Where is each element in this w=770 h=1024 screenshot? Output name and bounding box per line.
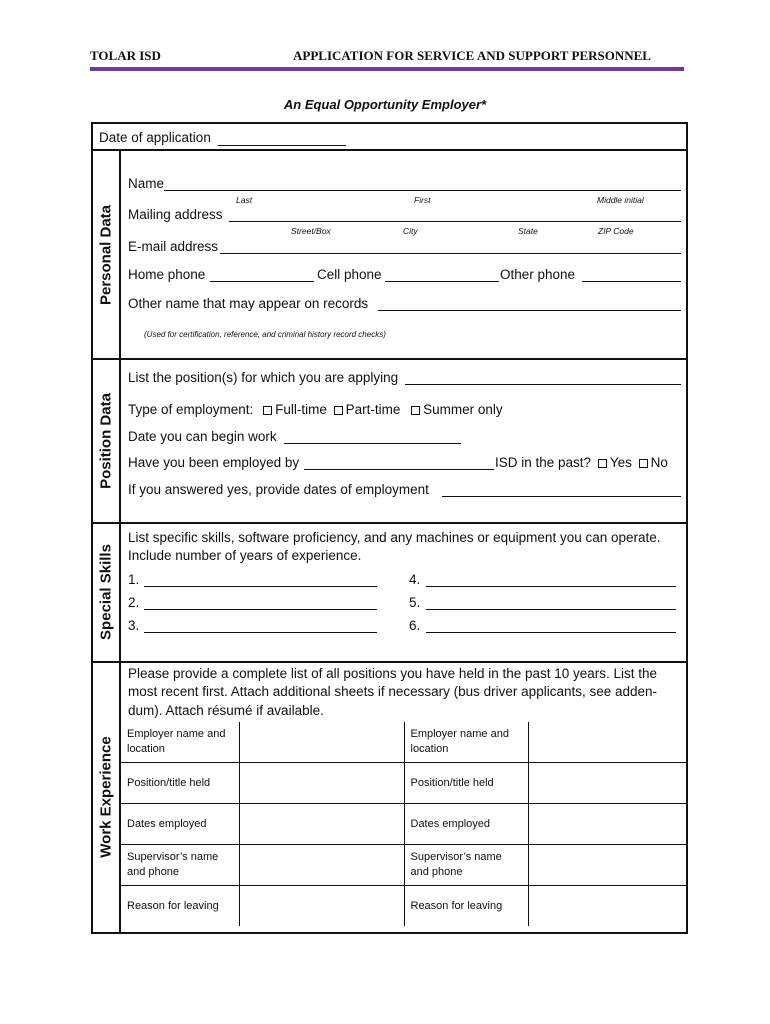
position-title-field-2[interactable]	[528, 763, 686, 804]
dates-employed-label: Dates employed	[121, 804, 239, 845]
part-time-checkbox[interactable]	[334, 406, 343, 415]
skill-number: 2.	[128, 595, 140, 610]
reason-leaving-field-1[interactable]	[239, 886, 404, 927]
reason-leaving-label: Reason for leaving	[404, 886, 528, 927]
employment-type-label: Type of employment:	[128, 402, 254, 417]
isd-past-row	[495, 455, 668, 470]
cell-phone-label: Cell phone	[317, 267, 382, 282]
skill-number: 5.	[409, 595, 421, 610]
dates-employed-field-2[interactable]	[528, 804, 686, 845]
dates-employment-label: If you answered yes, provide dates of employment	[128, 482, 429, 497]
equal-opportunity-subtitle: An Equal Opportunity Employer*	[283, 97, 487, 112]
yes-label: Yes	[609, 455, 632, 470]
records-note: (Used for certification, reference, and criminal history record checks)	[144, 330, 386, 339]
divider	[91, 522, 688, 524]
summer-only-checkbox[interactable]	[411, 406, 420, 415]
mailing-address-field[interactable]	[229, 221, 681, 222]
other-phone-field[interactable]	[582, 281, 681, 282]
work-instructions-1: Please provide a complete list of all positions you have held in the past 10 years. List the	[128, 666, 658, 681]
zip-hint: ZIP Code	[598, 226, 634, 236]
begin-work-field[interactable]	[284, 443, 461, 444]
header-rule	[90, 67, 684, 71]
position-title-field-1[interactable]	[239, 763, 404, 804]
divider	[91, 149, 688, 151]
home-phone-label: Home phone	[128, 267, 206, 282]
skill-field-2[interactable]	[144, 609, 377, 610]
other-name-field[interactable]	[378, 310, 681, 311]
reason-leaving-label: Reason for leaving	[121, 886, 239, 927]
home-phone-field[interactable]	[210, 281, 314, 282]
employed-by-field[interactable]	[304, 469, 494, 470]
employer-field-1[interactable]	[239, 722, 404, 763]
no-checkbox[interactable]	[639, 459, 648, 468]
dates-employed-field-1[interactable]	[239, 804, 404, 845]
supervisor-label: Supervisor’s name and phone	[121, 845, 239, 886]
position-title-label: Position/title held	[121, 763, 239, 804]
supervisor-label: Supervisor’s name and phone	[404, 845, 528, 886]
employed-by-label: Have you been employed by	[128, 455, 300, 470]
name-label: Name	[128, 176, 165, 191]
section-personal-data: Personal Data	[97, 204, 115, 306]
divider	[91, 358, 688, 360]
part-time-label: Part-time	[345, 402, 401, 417]
positions-applying-field[interactable]	[405, 384, 681, 385]
positions-applying-label: List the position(s) for which you are applying	[128, 370, 399, 385]
date-of-application-label: Date of application	[99, 130, 211, 145]
skill-field-5[interactable]	[426, 609, 676, 610]
table-row	[121, 886, 686, 927]
district-name: TOLAR ISD	[90, 48, 161, 63]
middle-initial-hint: Middle initial	[597, 195, 644, 205]
work-instructions-3: dum). Attach résumé if available.	[128, 703, 324, 718]
section-work-experience: Work Experience	[97, 736, 115, 858]
table-row	[121, 722, 686, 763]
skill-field-4[interactable]	[426, 586, 676, 587]
mailing-address-label: Mailing address	[128, 207, 223, 222]
employment-type-row	[128, 402, 503, 417]
skill-number: 3.	[128, 618, 140, 633]
skill-field-1[interactable]	[144, 586, 377, 587]
begin-work-label: Date you can begin work	[128, 429, 277, 444]
work-experience-table	[121, 722, 686, 926]
last-name-hint: Last	[236, 195, 253, 205]
dates-employed-label: Dates employed	[404, 804, 528, 845]
table-row	[121, 763, 686, 804]
work-instructions-2: most recent first. Attach additional sheets if necessary (bus driver applicants, see adden-	[128, 684, 658, 699]
email-label: E-mail address	[128, 239, 219, 254]
position-title-label: Position/title held	[404, 763, 528, 804]
employer-label: Employer name and location	[121, 722, 239, 763]
employer-label: Employer name and location	[404, 722, 528, 763]
dates-employment-field[interactable]	[442, 496, 681, 497]
section-special-skills: Special Skills	[97, 544, 115, 640]
table-row	[121, 845, 686, 886]
state-hint: State	[518, 226, 538, 236]
skill-number: 4.	[409, 572, 421, 587]
divider	[91, 661, 688, 663]
street-hint: Street/Box	[291, 226, 331, 236]
email-field[interactable]	[220, 253, 681, 254]
supervisor-field-2[interactable]	[528, 845, 686, 886]
skill-number: 6.	[409, 618, 421, 633]
yes-checkbox[interactable]	[598, 459, 607, 468]
table-row	[121, 804, 686, 845]
city-hint: City	[403, 226, 418, 236]
summer-only-label: Summer only	[423, 402, 503, 417]
other-phone-label: Other phone	[500, 267, 576, 282]
date-of-application-field[interactable]	[218, 145, 346, 146]
skill-number: 1.	[128, 572, 140, 587]
skills-instructions-2: Include number of years of experience.	[128, 548, 362, 563]
supervisor-field-1[interactable]	[239, 845, 404, 886]
form-title: APPLICATION FOR SERVICE AND SUPPORT PERSONNEL	[293, 48, 651, 63]
skill-field-6[interactable]	[426, 632, 676, 633]
skill-field-3[interactable]	[144, 632, 377, 633]
cell-phone-field[interactable]	[385, 281, 499, 282]
employer-field-2[interactable]	[528, 722, 686, 763]
section-position-data: Position Data	[97, 393, 115, 489]
full-time-checkbox[interactable]	[263, 406, 272, 415]
other-name-label: Other name that may appear on records	[128, 296, 369, 311]
name-field[interactable]	[164, 190, 681, 191]
full-time-label: Full-time	[275, 402, 327, 417]
skills-instructions-1: List specific skills, software proficiency, and any machines or equipment you can operate.	[128, 530, 661, 545]
reason-leaving-field-2[interactable]	[528, 886, 686, 927]
no-label: No	[650, 455, 668, 470]
first-name-hint: First	[414, 195, 431, 205]
isd-past-label: ISD in the past?	[495, 455, 592, 470]
